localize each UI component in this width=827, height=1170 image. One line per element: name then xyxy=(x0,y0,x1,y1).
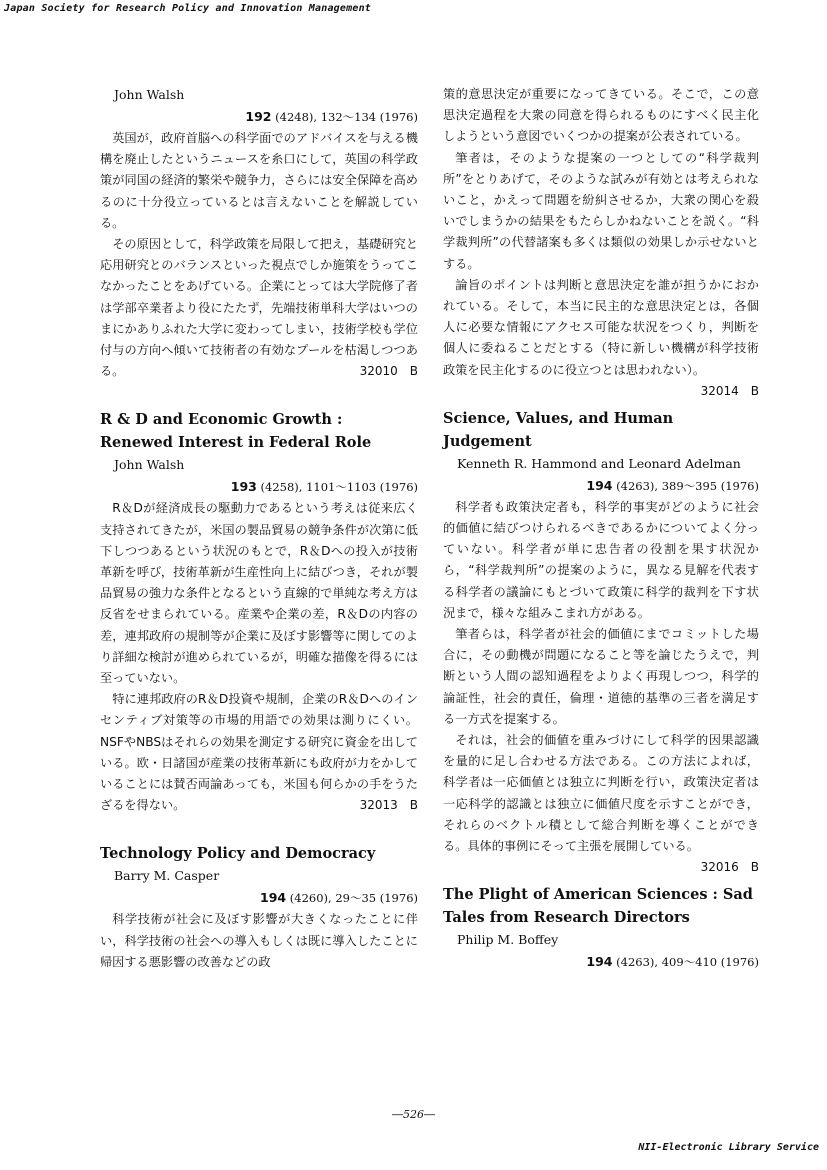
classification-code: 32010 B xyxy=(359,364,418,379)
abstract-entry xyxy=(100,84,418,382)
entry-author: John Walsh xyxy=(114,87,185,102)
entry-paragraph: R＆Dが経済成長の駆動力であるという考えは従来広く支持されてきたが，米国の製品貿易の競争条件が次第に低下しつつあるという状況のもとで，R＆Dへの投入が技術革新を呼び，技術革新が生産性向上に結びつき，それが製品貿易の強力な条件となるという直線的で単純な考え方は反省をせまられている。産業や企業の差，R＆Dの内容の差，連邦政府の規制等が企業に及ぼす影響等に関してのより詳細な検討が進められているが，明確な描像を得るには至っていない。 xyxy=(100,501,418,686)
abstract-entry xyxy=(100,842,418,973)
entry-paragraph xyxy=(443,275,759,398)
journal-header: Japan Society for Research Policy and Innovation Management xyxy=(4,3,372,14)
entry-paragraph: 筆者らは，科学者が社会的価値にまでコミットした場合に，その動機が問題になること等を論じたうえで，判断という人間の認知過程をよりよく再現しつつ，科学的論証性，社会的責任，倫理・道徳的基準の三者を満足する一方式を提案する。 xyxy=(443,627,759,726)
entry-author: Kenneth R. Hammond and Leonard Adelman xyxy=(457,455,741,471)
classification-code: 32016 B xyxy=(700,860,759,875)
entry-title xyxy=(100,408,418,454)
citation-detail: (4260), 29～35 (1976) xyxy=(289,891,418,906)
classification-code: 32014 B xyxy=(700,383,759,398)
entry-citation xyxy=(100,106,418,128)
page-number: ―526― xyxy=(392,1108,435,1121)
entry-title-text: R & D and Economic Growth : Renewed Interest in Federal Role xyxy=(100,411,372,452)
classification-code: 32013 B xyxy=(359,798,418,813)
entry-citation xyxy=(100,887,418,909)
citation-detail: (4258), 1101～1103 (1976) xyxy=(260,480,418,495)
entry-title: The Plight of American Sciences : Sad Tales from Research Directors xyxy=(443,886,753,927)
entry-body xyxy=(443,84,759,398)
citation-volume: 193 xyxy=(230,479,257,495)
entry-paragraph xyxy=(100,689,418,816)
right-column xyxy=(443,84,759,973)
citation-volume: 194 xyxy=(586,477,613,493)
paragraph-text: それは，社会的価値を重みづけにして科学的因果認識を量的に足し合わせる方法である。この方法によれば，科学者は一応価値とは独立に判断を行い，政策決定者は一応科学的認識とは独立に価値尺度を示すことができ，それらのベクトル積として総合判断を導くことができる。具体的事例にそって主張を展開している。 xyxy=(443,733,759,854)
entry-citation xyxy=(100,476,418,498)
abstract-entry xyxy=(100,408,418,816)
entry-paragraph: 科学者も政策決定者も，科学的事実がどのように社会的価値に結びつけられるべきであるかについてよく分っていない。科学者が単に忠告者の役割を果す状況から，“科学裁判所”の提案のように，異なる見解を代表する科学者の議論にもとづいて政策に科学的裁判を下す状況まで，様々な組みこまれ方がある。 xyxy=(443,499,759,620)
entry-paragraph xyxy=(100,234,418,382)
entry-author: Philip M. Boffey xyxy=(457,932,559,948)
entry-paragraph: 策的意思決定が重要になってきている。そこで，この意思決定過程を大衆の同意を得られるものにすべく民主化しようという意図でいくつかの提案が公表されている。 xyxy=(443,87,759,144)
entry-paragraph xyxy=(443,730,759,875)
entry-paragraph: 科学技術が社会に及ぼす影響が大きくなったことに伴い，科学技術の社会への導入もしくは既に導入したことに帰因する悪影響の改善などの政 xyxy=(100,912,418,969)
citation-detail: (4263), 409～410 (1976) xyxy=(616,955,759,970)
paragraph-text: 論旨のポイントは判断と意思決定を誰が担うかにおかれている。そして，本当に民主的な意思決定とは，各個人に必要な情報にアクセス可能な状況をつくり，判断を個人に委ねることだとする（特に新しい機構が科学技術政策を民主化するのに役立つとは思われない）。 xyxy=(443,277,759,377)
entry-author: John Walsh xyxy=(114,457,185,473)
citation-volume: 194 xyxy=(586,954,613,970)
entry-title: Technology Policy and Democracy xyxy=(100,845,376,863)
citation-detail: (4263), 389～395 (1976) xyxy=(616,478,759,493)
paragraph-text: その原因として，科学政策を局限して把え，基礎研究と応用研究とのバランスといった視点でしか施策をうってこなかったことをあげている。企業にとっては大学院修了者は学部卒業者より役にたたず，先端技術単科大学はいつのまにかありふれた大学に変わってしまい，技術学校も学位付与の方向へ傾いて技術者の有効なプールを枯渇しつつある。 xyxy=(100,237,418,379)
citation-volume: 194 xyxy=(260,890,287,906)
entry-paragraph: 筆者は，そのような提案の一つとしての“科学裁判所”をとりあげて，そのような試みが有効とは考えられないこと，かえって問題を紛糾させるか，大衆の関心を殺いでしまうかの結果をもたらしかねないことを説く。“科学裁判所”の代替諸案も多くは類似の効果しか示せないとする。 xyxy=(443,150,759,271)
entry-body xyxy=(100,498,418,816)
entry-citation xyxy=(443,475,759,497)
abstract-entry xyxy=(443,84,759,398)
entry-citation xyxy=(443,951,759,973)
entry-title: Science, Values, and Human Judgement xyxy=(443,409,674,450)
entry-body xyxy=(100,909,418,973)
entry-paragraph: 英国が，政府首脳への科学面でのアドバイスを与える機構を廃止したというニュースを糸口にして，英国の科学政策が同国の経済的繁栄や競争力，さらには安全保障を高めるのに十分役立っているとは言えないことを解説している。 xyxy=(100,131,418,230)
citation-volume: 192 xyxy=(245,109,272,124)
library-footer: NII-Electronic Library Service xyxy=(638,1142,819,1153)
left-column xyxy=(100,84,418,973)
entry-author: Barry M. Casper xyxy=(114,868,220,884)
entry-body xyxy=(443,497,759,875)
citation-detail: (4248), 132～134 (1976) xyxy=(275,110,418,124)
entry-body xyxy=(100,128,418,382)
abstract-entry xyxy=(443,407,759,875)
paragraph-text: 特に連邦政府のR＆D投資や規制，企業のR＆Dへのインセンティブ対策等の市場的用語での効果は測りにくい。NSFやNBSはそれらの効果を測定する研究に資金を出している。欧・日諸国が産業の技術革新にも政府が力をかしていることには賛否両論あっても，米国も何らかの手をうたざるを得ない。 xyxy=(100,692,418,813)
abstract-entry xyxy=(443,883,759,973)
